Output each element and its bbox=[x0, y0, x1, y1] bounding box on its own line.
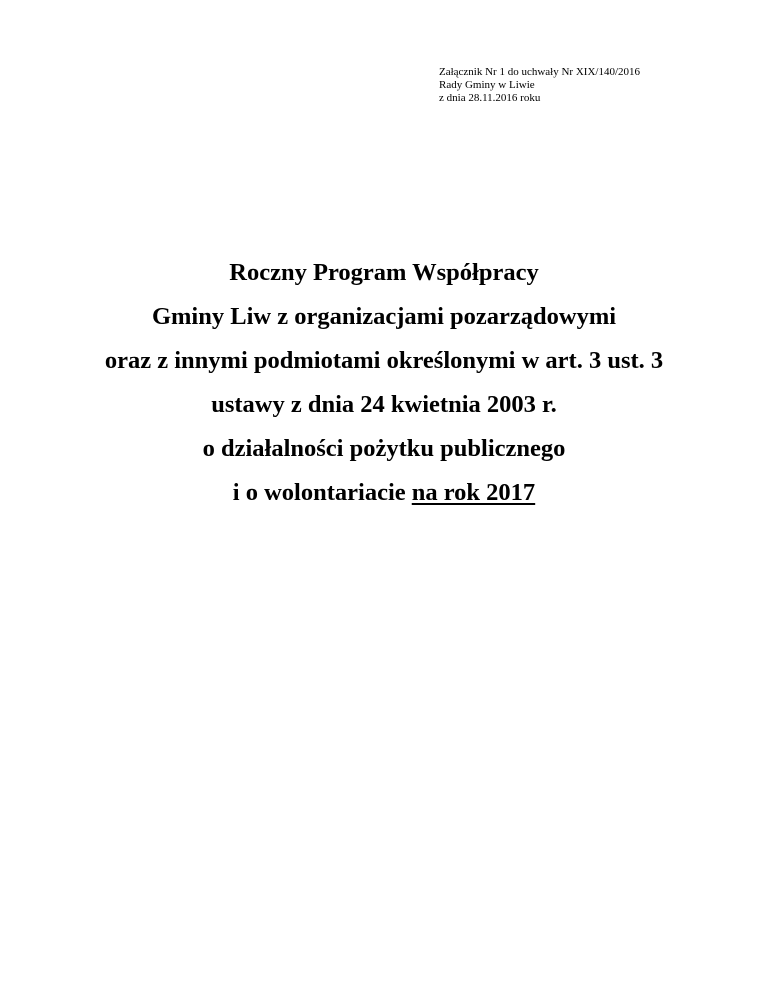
attachment-note-line: Załącznik Nr 1 do uchwały Nr XIX/140/2016 bbox=[439, 66, 641, 78]
document-title bbox=[0, 251, 768, 515]
title-line: oraz z innymi podmiotami określonymi w art. 3 ust. 3 bbox=[104, 347, 664, 374]
title-line-prefix: i o wolontariacie bbox=[232, 479, 412, 506]
attachment-note bbox=[439, 66, 640, 105]
title-line-last bbox=[0, 471, 768, 515]
title-year-underlined: na rok 2017 bbox=[411, 479, 536, 506]
title-line: Gminy Liw z organizacjami pozarządowymi bbox=[151, 303, 617, 330]
attachment-note-line: z dnia 28.11.2016 roku bbox=[439, 92, 541, 104]
title-line: Roczny Program Współpracy bbox=[229, 259, 539, 286]
title-line: o działalności pożytku publicznego bbox=[202, 435, 566, 462]
title-line: ustawy z dnia 24 kwietnia 2003 r. bbox=[211, 391, 557, 418]
attachment-note-line: Rady Gminy w Liwie bbox=[439, 79, 535, 91]
